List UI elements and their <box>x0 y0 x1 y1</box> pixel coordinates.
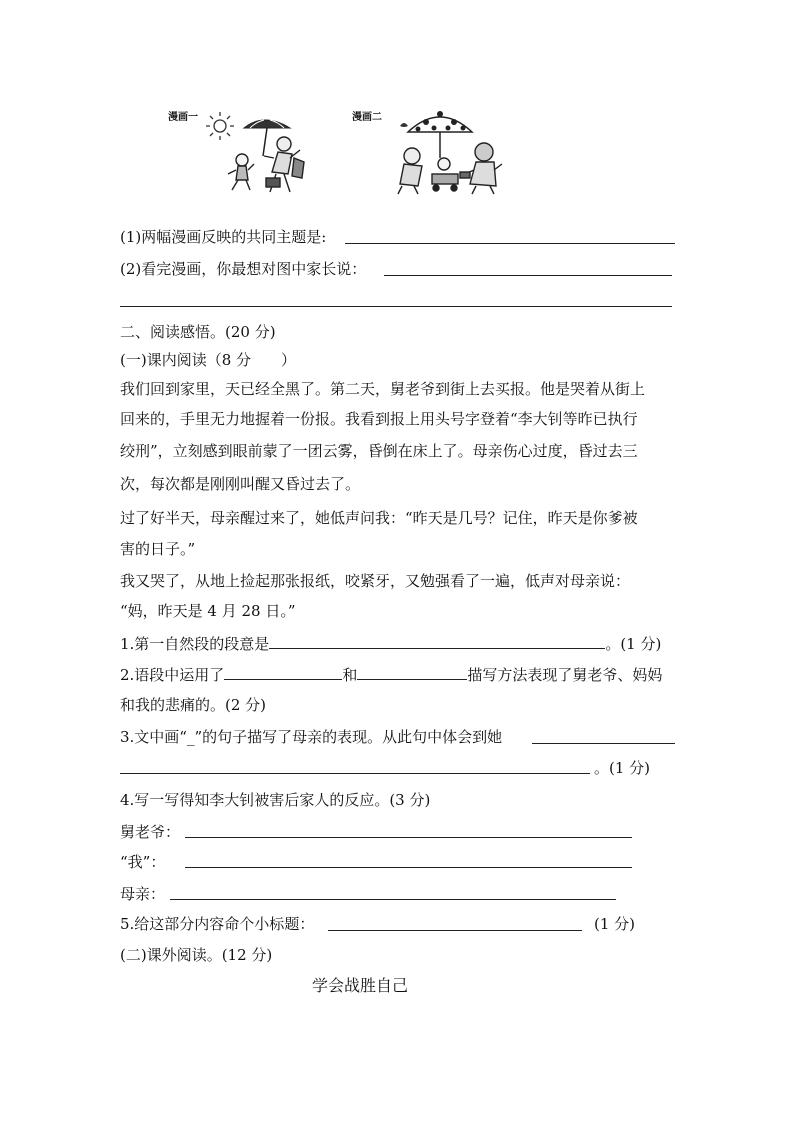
question-2-line-2: 和我的悲痛的。(2 分) <box>120 696 267 714</box>
comic-two-label: 漫画二 <box>352 112 382 123</box>
answer-blank-q2-b[interactable] <box>357 664 467 680</box>
answer-line-q3-extra[interactable] <box>120 773 590 774</box>
passage-line: 过了好半天，母亲醒过来了，她低声问我：“昨天是几号？记住，昨天是你爹被 <box>120 509 638 527</box>
passage-line: 害的日子。” <box>120 540 196 558</box>
passage-line: 我们回到家里，天已经全黑了。第二天，舅老爷到街上去买报。他是哭着从街上 <box>120 380 646 398</box>
passage-line: 绞刑”，立刻感到眼前蒙了一团云雾，昏倒在床上了。母亲伤心过度，昏过去三 <box>120 442 638 460</box>
question-2-text-a: 2.语段中运用了 <box>120 666 225 684</box>
answer-line-comic-q2[interactable] <box>384 275 672 276</box>
q4-label-me: “我”： <box>120 853 166 871</box>
question-3-text: 3.文中画“_”的句子描写了母亲的表现。从此句中体会到她 <box>120 728 503 746</box>
section-heading: 二、阅读感悟。(20 分) <box>120 323 276 341</box>
passage-line: 我又哭了，从地上捡起那张报纸，咬紧牙，又勉强看了一遍，低声对母亲说： <box>120 572 631 590</box>
passage-line: “妈，昨天是 4 月 28 日。” <box>120 602 296 620</box>
q4-label-mother: 母亲： <box>120 885 166 903</box>
question-5-text: 5.给这部分内容命个小标题： <box>120 915 315 933</box>
answer-line-comic-q2-extra[interactable] <box>120 306 672 307</box>
answer-line-q4-mother[interactable] <box>170 899 616 900</box>
question-2-text-c: 描写方法表现了舅老爷、妈妈 <box>467 666 663 684</box>
article-title: 学会战胜自己 <box>312 976 409 995</box>
q4-label-uncle: 舅老爷： <box>120 823 181 841</box>
comic-two <box>348 98 518 198</box>
comic-question-1 <box>120 227 326 247</box>
answer-line-q5[interactable] <box>328 930 582 931</box>
answer-line-q4-me[interactable] <box>185 867 632 868</box>
question-2 <box>120 664 662 685</box>
comic-one-illustration <box>166 98 316 198</box>
answer-blank-q1[interactable] <box>269 633 605 649</box>
comic-one <box>166 98 316 198</box>
comic-question-2 <box>120 259 366 279</box>
question-1-score: 。(1 分) <box>605 635 662 653</box>
comic-question-2-text: (2)看完漫画，你最想对图中家长说： <box>120 260 367 278</box>
comic-one-label: 漫画一 <box>168 112 198 123</box>
answer-line-q3[interactable] <box>532 743 675 744</box>
question-4: 4.写一写得知李大钊被害后家人的反应。(3 分) <box>120 791 431 809</box>
question-3 <box>120 727 502 747</box>
question-3-score: 。(1 分) <box>594 759 651 777</box>
answer-blank-q2-a[interactable] <box>224 664 342 680</box>
question-2-text-b: 和 <box>342 666 358 684</box>
comic-question-1-text: (1)两幅漫画反映的共同主题是: <box>120 228 327 246</box>
question-1-text: 1.第一自然段的段意是 <box>120 635 270 653</box>
answer-line-q4-uncle[interactable] <box>185 837 632 838</box>
passage-line: 回来的，手里无力地握着一份报。我看到报上用头号字登着“李大钊等昨已执行 <box>120 410 638 428</box>
comic-two-illustration <box>348 98 518 198</box>
part-one-title: (一)课内阅读（8 分 ） <box>120 351 297 369</box>
answer-line-comic-q1[interactable] <box>345 243 675 244</box>
question-5 <box>120 914 314 934</box>
question-5-score: (1 分) <box>594 915 636 933</box>
passage-line: 次，每次都是刚刚叫醒又昏过去了。 <box>120 475 361 493</box>
part-two-title: (二)课外阅读。(12 分) <box>120 946 273 964</box>
question-1 <box>120 633 661 654</box>
